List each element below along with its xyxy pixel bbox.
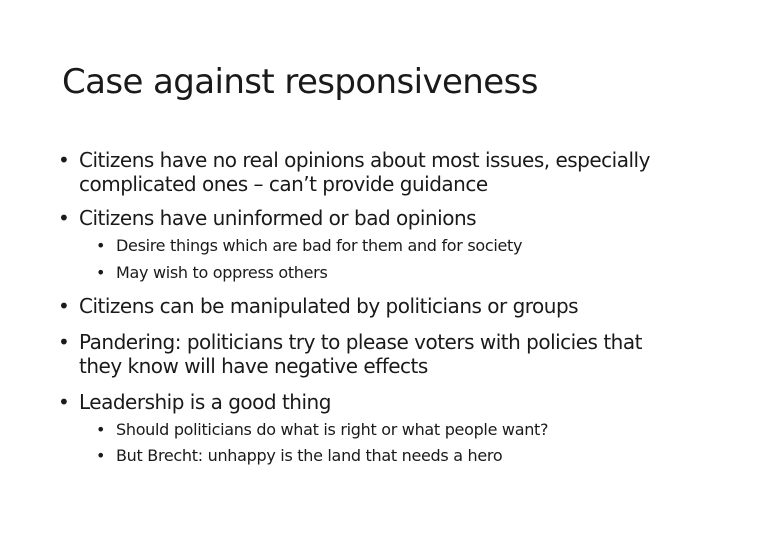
sub-bullet-marker: • <box>96 236 106 255</box>
bullet-2-text: Citizens have uninformed or bad opinions <box>79 206 477 230</box>
bullet-1-text-line-2: complicated ones – can’t provide guidance <box>79 172 488 196</box>
bullet-4-text-line-1: Pandering: politicians try to please voters with policies that <box>79 330 642 354</box>
bullet-marker: • <box>58 148 70 172</box>
bullet-marker: • <box>58 294 70 318</box>
bullet-4-text-line-2: they know will have negative effects <box>79 354 428 378</box>
sub-bullet-marker: • <box>96 263 106 282</box>
bullet-1-text-line-1: Citizens have no real opinions about most issues, especially <box>79 148 650 172</box>
bullet-5-text: Leadership is a good thing <box>79 390 331 414</box>
slide-title: Case against responsiveness <box>62 62 538 102</box>
sub-bullet-2-1-text: Desire things which are bad for them and for society <box>116 236 523 255</box>
sub-bullet-2-2-text: May wish to oppress others <box>116 263 328 282</box>
bullet-marker: • <box>58 390 70 414</box>
bullet-marker: • <box>58 330 70 354</box>
sub-bullet-marker: • <box>96 446 106 465</box>
sub-bullet-5-1-text: Should politicians do what is right or what people want? <box>116 420 549 439</box>
bullet-marker: • <box>58 206 70 230</box>
bullet-3-text: Citizens can be manipulated by politicians or groups <box>79 294 579 318</box>
sub-bullet-5-2-text: But Brecht: unhappy is the land that needs a hero <box>116 446 503 465</box>
sub-bullet-marker: • <box>96 420 106 439</box>
